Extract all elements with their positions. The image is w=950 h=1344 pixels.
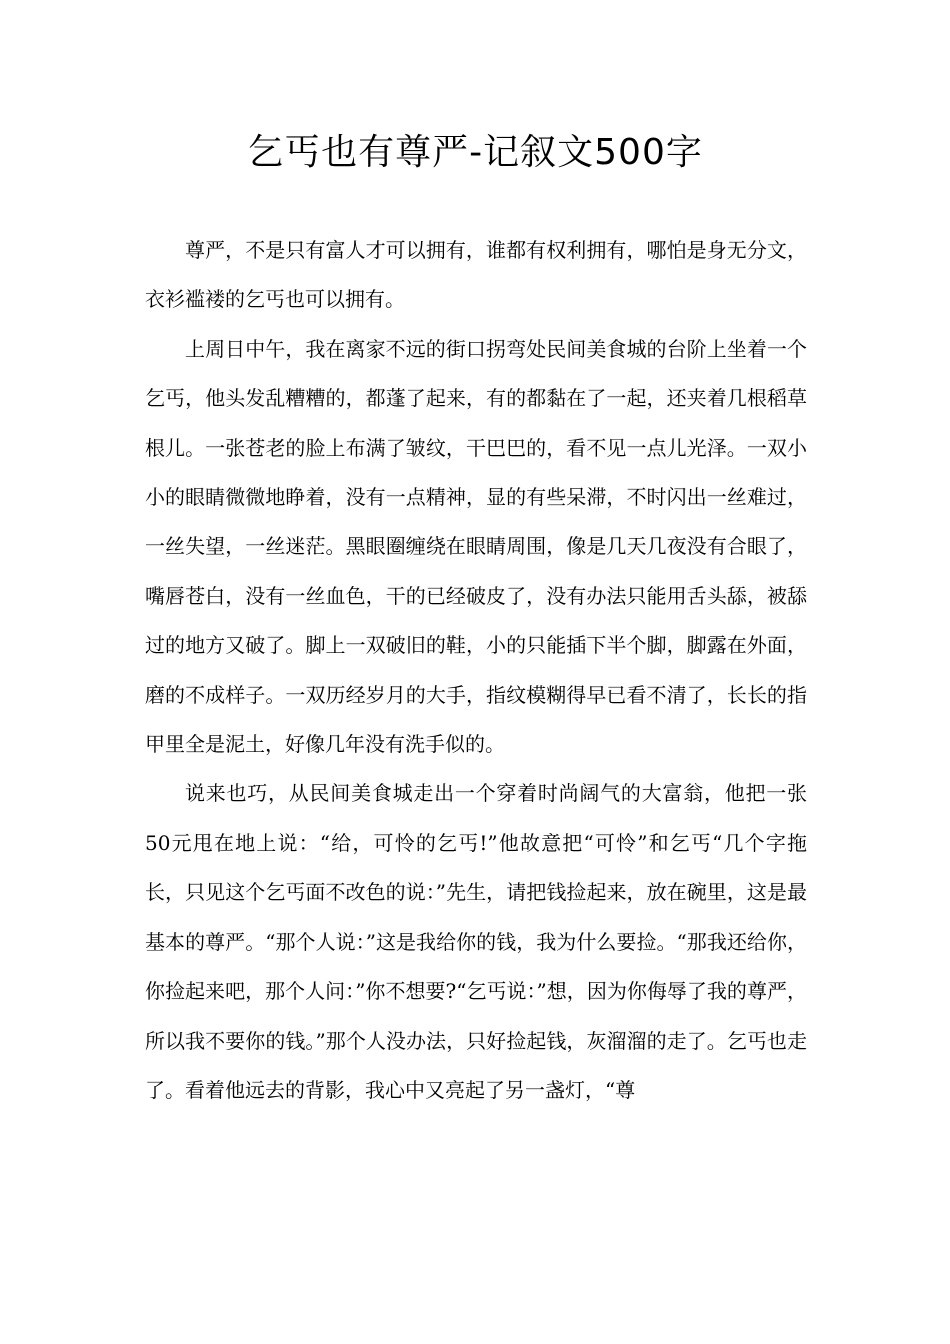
- document-title: 乞丐也有尊严-记叙文500字: [247, 132, 703, 173]
- document-body: [145, 226, 807, 1115]
- paragraph-3: 说来也巧，从民间美食城走出一个穿着时尚阔气的大富翁，他把一张50元甩在地上说：“给，可怜的乞丐!”他故意把“可怜”和乞丐“几个字拖长，只见这个乞丐面不改色的说：”先生，请把钱捡起来，放在碗里，这是最基本的尊严。“那个人说：”这是我给你的钱，我为什么要捡。“那我还给你，你捡起来吧，那个人问：”你不想要?“乞丐说：”想，因为你侮辱了我的尊严，所以我不要你的钱。”那个人没办法，只好捡起钱，灰溜溜的走了。乞丐也走了。看着他远去的背影，我心中又亮起了另一盏灯，“尊: [145, 781, 807, 1102]
- paragraph-1: 尊严，不是只有富人才可以拥有，谁都有权利拥有，哪怕是身无分文，衣衫褴褛的乞丐也可以拥有。: [145, 238, 807, 312]
- paragraph-2: 上周日中午，我在离家不远的街口拐弯处民间美食城的台阶上坐着一个乞丐，他头发乱糟糟的，都蓬了起来，有的都黏在了一起，还夹着几根稻草根儿。一张苍老的脸上布满了皱纹，干巴巴的，看不见一点儿光泽。一双小小的眼睛微微地睁着，没有一点精神，显的有些呆滞，不时闪出一丝难过，一丝失望，一丝迷茫。黑眼圈缠绕在眼睛周围，像是几天几夜没有合眼了，嘴唇苍白，没有一丝血色，干的已经破皮了，没有办法只能用舌头舔，被舔过的地方又破了。脚上一双破旧的鞋，小的只能插下半个脚，脚露在外面，磨的不成样子。一双历经岁月的大手，指纹模糊得早已看不清了，长长的指甲里全是泥土，好像几年没有洗手似的。: [145, 336, 807, 757]
